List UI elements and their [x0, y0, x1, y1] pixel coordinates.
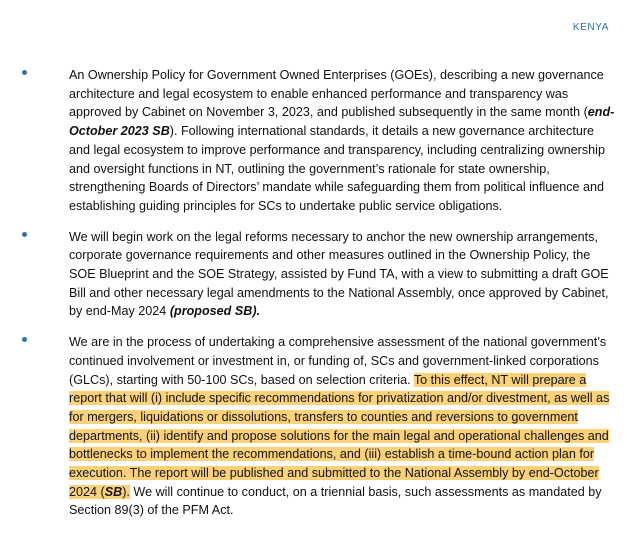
- list-item: [0, 66, 627, 216]
- text-run: We will continue to conduct, on a triennial basis, such assessments as mandated by Section 89(3) of the PFM Act.: [69, 484, 602, 518]
- list-item: [0, 228, 627, 322]
- paragraph-legal-reforms: [69, 228, 617, 322]
- text-run: ). Following international standards, it details a new governance architecture and legal ecosystem to improve performance and transparency, including centralizing ownership and oversight functions in NT, outlining the government’s rationale for state ownership, strengthening Boards of Directors’ mandate while safeguarding them from political influence and establishing guiding principles for SCs to undertake public service obligations.: [69, 124, 605, 213]
- country-header: KENYA: [572, 22, 609, 33]
- structural-benchmark-tag: end-October 2023 SB: [69, 105, 615, 139]
- paragraph-assessment: [69, 333, 617, 520]
- paragraph-ownership-policy: [69, 66, 617, 216]
- text-run: We are in the process of undertaking a comprehensive assessment of the national government’s continued involvement or investment in, or funding of, SCs and government-linked corporations (GLCs), starting with 50-100 SCs, based on selection criteria.: [69, 335, 607, 387]
- text-run: An Ownership Policy for Government Owned Enterprises (GOEs), describing a new governance architecture and legal ecosystem to enable enhanced performance and transparency was approved by Cabinet on November 3, 2023, and published subsequently in the same month (: [69, 68, 604, 120]
- list-item: [0, 333, 627, 520]
- bullet-icon: [22, 70, 27, 75]
- highlighted-text: ).: [122, 484, 130, 499]
- bullet-list: [0, 66, 627, 532]
- structural-benchmark-tag: (proposed SB).: [169, 304, 261, 319]
- text-run: We will begin work on the legal reforms necessary to anchor the new ownership arrangements, corporate governance requirements and other measures outlined in the Ownership Policy, the SOE Blueprint and the SOE Strategy, assisted by Fund TA, with a view to submitting a draft GOE Bill and other necessary legal amendments to the National Assembly, once approved by Cabinet, by end-May 2024: [69, 229, 609, 319]
- structural-benchmark-tag: SB: [104, 484, 123, 499]
- highlighted-text: To this effect, NT will prepare a report that will (i) include specific recommendations for privatization and/or divestment, as well as for mergers, liquidations or dissolutions, transfers to counties and reversions to government departments, (ii) identify and propose solutions for the main legal and operational challenges and bottlenecks to implement the recommendations, and (iii) establish a time-bound action plan for execution. The report will be published and submitted to the National Assembly by end-October 2024 (: [69, 372, 610, 499]
- bullet-icon: [22, 232, 27, 237]
- bullet-icon: [22, 337, 27, 342]
